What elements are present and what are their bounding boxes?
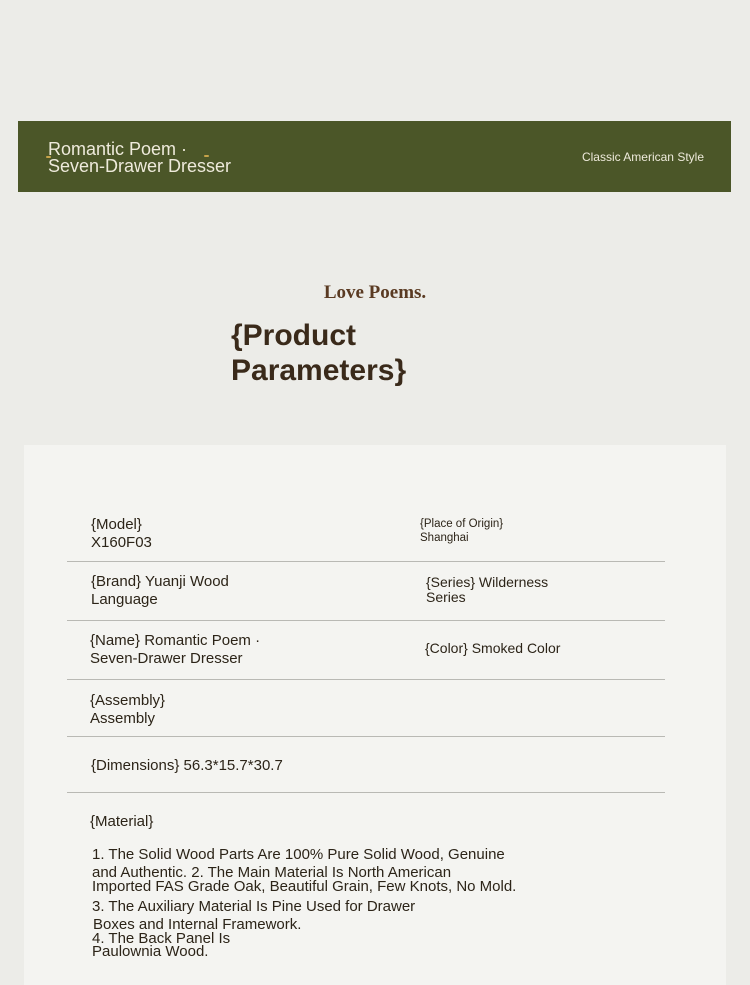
material-line: 3. The Auxiliary Material Is Pine Used for Drawer — [92, 898, 416, 915]
param-material-label: {Material} — [90, 813, 154, 830]
material-line: 4. The Back Panel Is — [92, 930, 231, 947]
section-subtitle: Love Poems. — [323, 282, 427, 303]
product-banner — [18, 121, 731, 192]
banner-style-tag: Classic American Style — [581, 150, 704, 164]
banner-title: Romantic Poem · Seven-Drawer Dresser — [48, 139, 232, 176]
param-series: {Series} Wilderness Series — [426, 574, 549, 605]
material-line: and Authentic. 2. The Main Material Is North American — [92, 864, 452, 881]
section-heading: {Product Parameters} — [231, 319, 407, 387]
row-divider — [67, 736, 665, 737]
row-divider — [67, 561, 665, 562]
material-line: Boxes and Internal Framework. — [93, 916, 302, 933]
material-line: 1. The Solid Wood Parts Are 100% Pure Solid Wood, Genuine — [92, 846, 505, 863]
param-dimensions: {Dimensions} 56.3*15.7*30.7 — [91, 757, 283, 774]
param-origin: {Place of Origin} Shanghai — [420, 518, 504, 544]
param-model: {Model} X160F03 — [91, 516, 152, 551]
param-brand: {Brand} Yuanji Wood Language — [91, 573, 229, 608]
row-divider — [67, 679, 665, 680]
row-divider — [67, 620, 665, 621]
material-line: Paulownia Wood. — [92, 943, 209, 960]
param-color: {Color} Smoked Color — [425, 640, 561, 656]
row-divider — [67, 792, 665, 793]
material-line: Imported FAS Grade Oak, Beautiful Grain, Few Knots, No Mold. — [92, 878, 517, 895]
param-assembly: {Assembly} Assembly — [90, 692, 166, 727]
param-name: {Name} Romantic Poem · Seven-Drawer Dresser — [90, 632, 261, 667]
parameters-card — [24, 445, 726, 985]
